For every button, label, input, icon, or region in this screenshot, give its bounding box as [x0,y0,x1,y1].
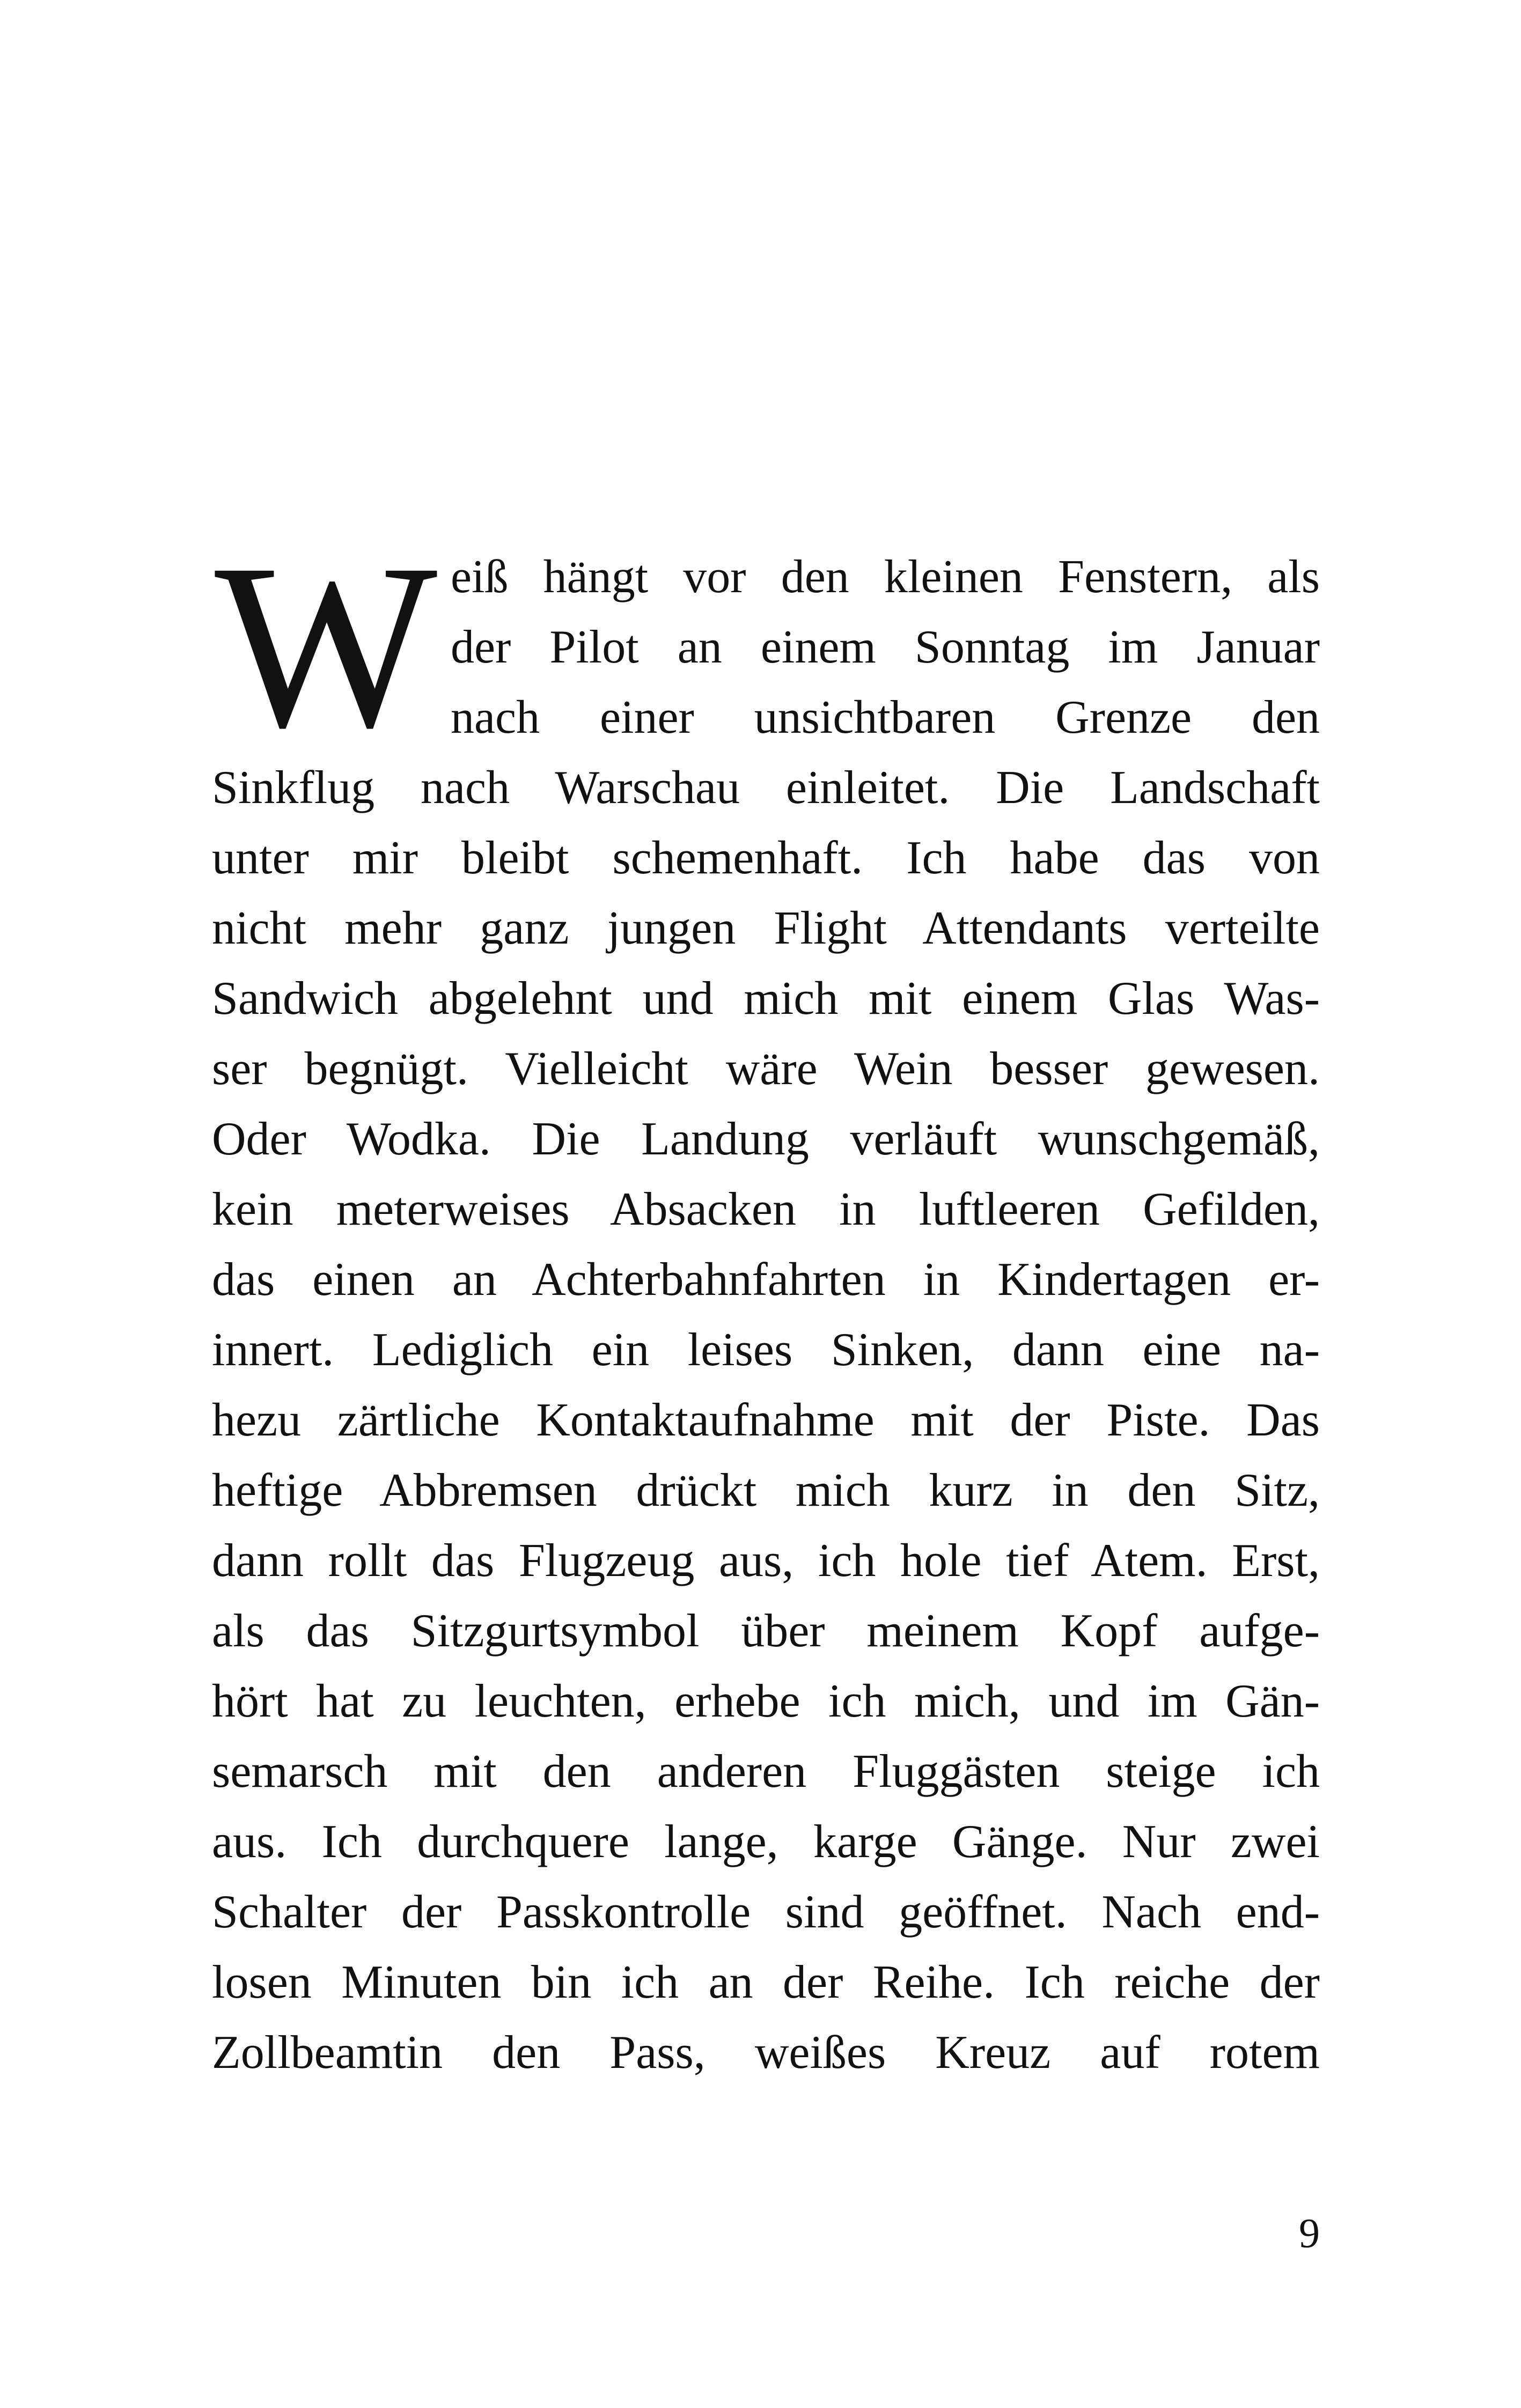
text-line: kein meterweises Absacken in luftleeren Gefilden, [212,1183,1320,1235]
text-line: eiß hängt vor den kleinen Fenstern, als [451,551,1320,603]
text-line: nicht mehr ganz jungen Flight Attendants verteilte [212,902,1320,954]
text-line: aus. Ich durchquere lange, karge Gänge. Nur zwei [212,1816,1320,1868]
text-line: ser begnügt. Vielleicht wäre Wein besser gewesen. [212,1043,1320,1095]
text-line: Sinkflug nach Warschau einleitet. Die Landschaft [212,762,1320,814]
text-line: als das Sitzgurtsymbol über meinem Kopf aufge- [212,1605,1320,1657]
text-line: Sandwich abgelehnt und mich mit einem Glas Was- [212,973,1320,1025]
text-line: hört hat zu leuchten, erhebe ich mich, und im Gän- [212,1675,1320,1727]
text-line: Oder Wodka. Die Landung verläuft wunschgemäß, [212,1113,1320,1165]
text-line: Schalter der Passkontrolle sind geöffnet. Nach end- [212,1886,1320,1938]
text-line: losen Minuten bin ich an der Reihe. Ich reiche der [212,1956,1320,2008]
page-number: 9 [1299,2210,1320,2256]
text-line: nach einer unsichtbaren Grenze den [451,691,1320,743]
text-line: innert. Lediglich ein leises Sinken, dann eine na- [212,1324,1320,1376]
body-text [212,516,1320,2088]
text-line: das einen an Achterbahnfahrten in Kindertagen er- [212,1254,1320,1306]
text-line: semarsch mit den anderen Fluggästen steige ich [212,1746,1320,1798]
text-line: unter mir bleibt schemenhaft. Ich habe das von [212,832,1320,884]
text-line: hezu zärtliche Kontaktaufnahme mit der Piste. Das [212,1394,1320,1446]
text-line: Zollbeamtin den Pass, weißes Kreuz auf rotem [212,2027,1320,2079]
drop-cap-initial: W [215,516,438,777]
text-line: heftige Abbremsen drückt mich kurz in den Sitz, [212,1464,1320,1516]
text-line: dann rollt das Flugzeug aus, ich hole tief Atem. Erst, [212,1535,1320,1587]
text-line: der Pilot an einem Sonntag im Januar [451,621,1320,673]
